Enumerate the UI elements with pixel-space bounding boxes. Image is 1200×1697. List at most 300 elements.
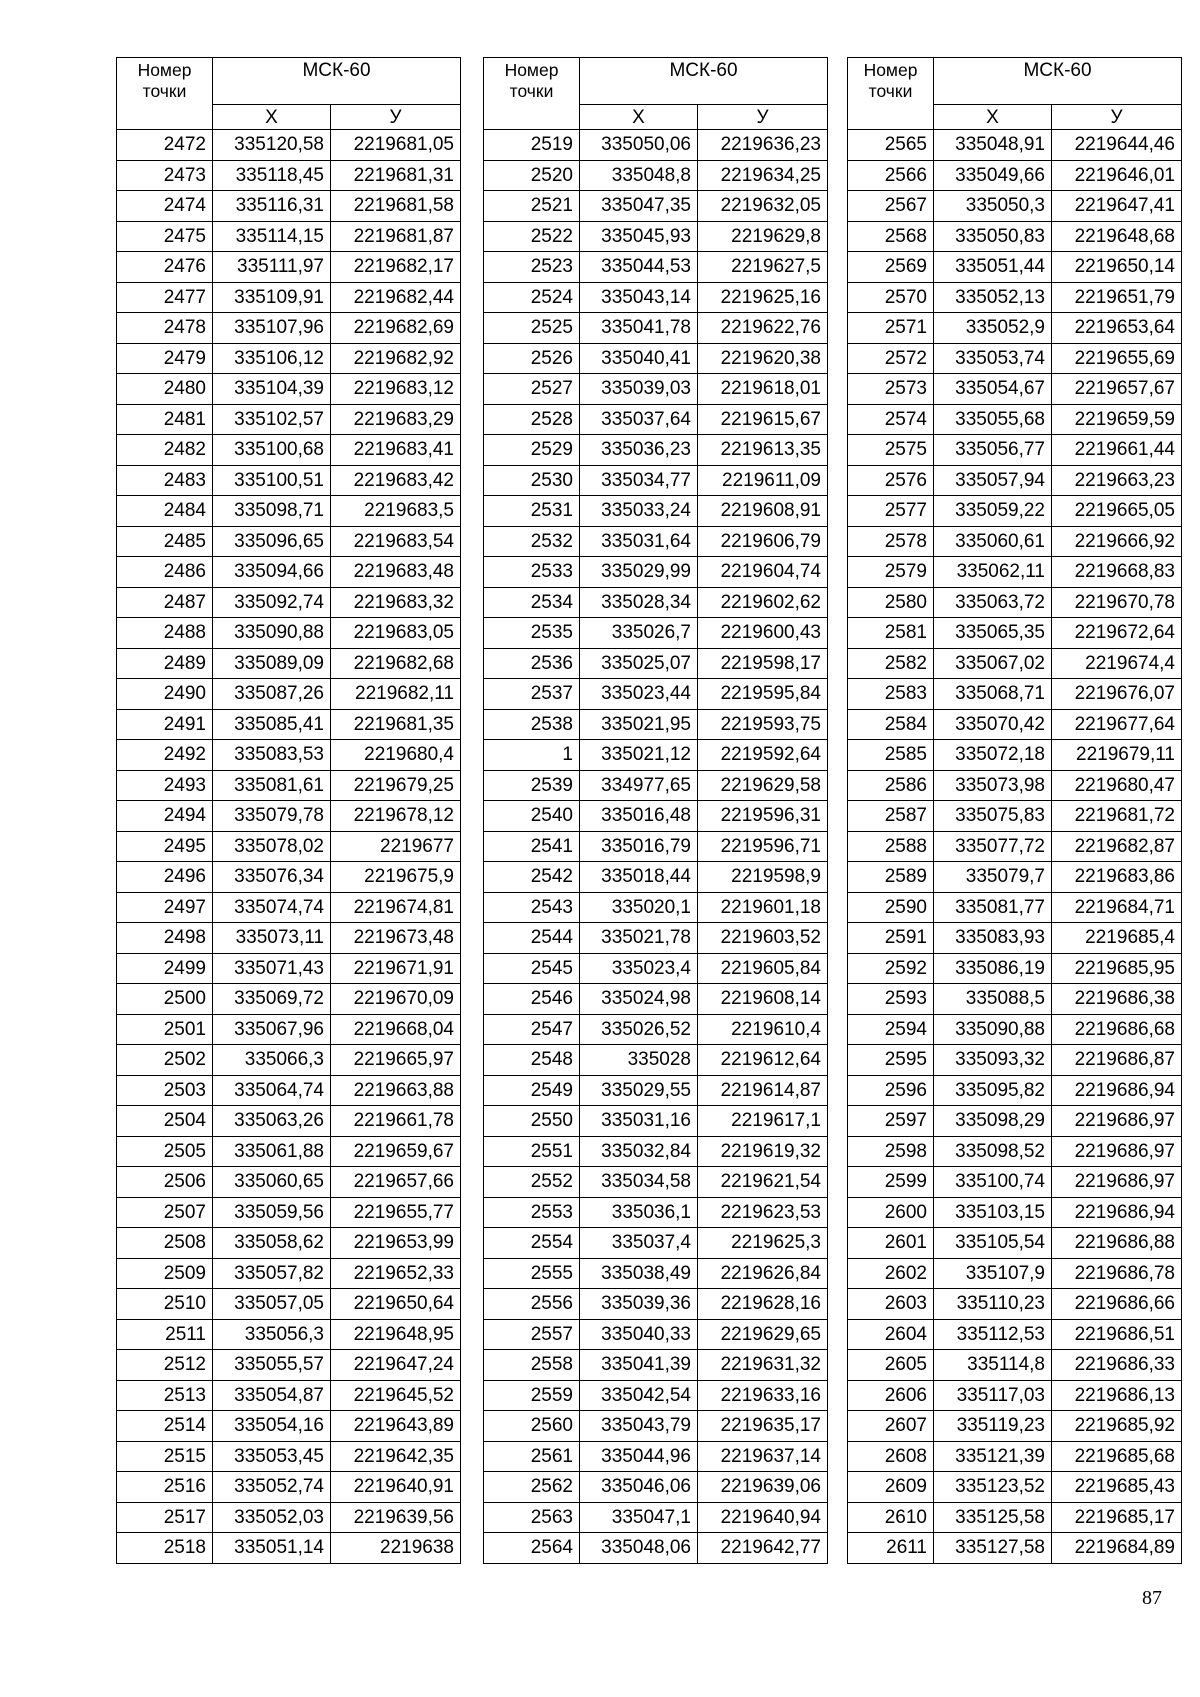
- x-coordinate-cell: 335090,88: [213, 618, 331, 649]
- point-number-cell: 2510: [117, 1289, 213, 1320]
- table-row: [848, 1136, 1182, 1167]
- y-coordinate-cell: 2219653,64: [1052, 313, 1182, 344]
- x-coordinate-cell: 335120,58: [213, 130, 331, 161]
- table-row: [117, 1441, 461, 1472]
- table-row: [117, 709, 461, 740]
- table-row: [484, 740, 828, 771]
- y-coordinate-cell: 2219647,41: [1052, 191, 1182, 222]
- y-coordinate-cell: 2219652,33: [331, 1258, 461, 1289]
- table-row: [848, 618, 1182, 649]
- y-coordinate-cell: 2219663,23: [1052, 465, 1182, 496]
- point-number-cell: 2518: [117, 1533, 213, 1564]
- point-number-cell: 2556: [484, 1289, 580, 1320]
- y-column-header: У: [331, 105, 461, 130]
- y-coordinate-cell: 2219634,25: [698, 160, 828, 191]
- point-number-cell: 2574: [848, 404, 934, 435]
- point-number-cell: 2544: [484, 923, 580, 954]
- y-coordinate-cell: 2219626,84: [698, 1258, 828, 1289]
- y-coordinate-cell: 2219680,47: [1052, 770, 1182, 801]
- table-row: [484, 221, 828, 252]
- point-number-cell: 2570: [848, 282, 934, 313]
- table-row: [117, 221, 461, 252]
- y-coordinate-cell: 2219675,9: [331, 862, 461, 893]
- y-coordinate-cell: 2219655,69: [1052, 343, 1182, 374]
- table-row: [848, 1106, 1182, 1137]
- point-number-cell: 2607: [848, 1411, 934, 1442]
- y-coordinate-cell: 2219686,87: [1052, 1045, 1182, 1076]
- point-number-cell: 2489: [117, 648, 213, 679]
- table-row: [848, 679, 1182, 710]
- y-coordinate-cell: 2219678,12: [331, 801, 461, 832]
- point-number-cell: 2496: [117, 862, 213, 893]
- table-row: [117, 465, 461, 496]
- point-number-cell: 2584: [848, 709, 934, 740]
- table-row: [117, 1533, 461, 1564]
- y-coordinate-cell: 2219676,07: [1052, 679, 1182, 710]
- table-row: [117, 160, 461, 191]
- table-row: [484, 1319, 828, 1350]
- table-row: [484, 984, 828, 1015]
- table-row: [117, 1045, 461, 1076]
- point-number-cell: 2594: [848, 1014, 934, 1045]
- point-number-cell: 2590: [848, 892, 934, 923]
- point-number-cell: 2476: [117, 252, 213, 283]
- y-coordinate-cell: 2219636,23: [698, 130, 828, 161]
- table-row: [848, 831, 1182, 862]
- table-row: [484, 404, 828, 435]
- point-number-cell: 2583: [848, 679, 934, 710]
- y-coordinate-cell: 2219643,89: [331, 1411, 461, 1442]
- y-coordinate-cell: 2219657,66: [331, 1167, 461, 1198]
- x-coordinate-cell: 335095,82: [934, 1075, 1052, 1106]
- point-number-cell: 2491: [117, 709, 213, 740]
- table-row: [848, 435, 1182, 466]
- x-coordinate-cell: 335093,32: [934, 1045, 1052, 1076]
- point-number-cell: 2537: [484, 679, 580, 710]
- point-number-cell: 2549: [484, 1075, 580, 1106]
- y-coordinate-cell: 2219619,32: [698, 1136, 828, 1167]
- point-number-cell: 2528: [484, 404, 580, 435]
- table-row: [484, 618, 828, 649]
- y-coordinate-cell: 2219681,31: [331, 160, 461, 191]
- point-number-cell: 2578: [848, 526, 934, 557]
- y-coordinate-cell: 2219661,44: [1052, 435, 1182, 466]
- point-number-cell: 2495: [117, 831, 213, 862]
- point-number-cell: 2522: [484, 221, 580, 252]
- table-row: [484, 1258, 828, 1289]
- table-row: [484, 160, 828, 191]
- point-number-cell: 2533: [484, 557, 580, 588]
- point-number-cell: 2569: [848, 252, 934, 283]
- y-coordinate-cell: 2219625,3: [698, 1228, 828, 1259]
- x-coordinate-cell: 335039,03: [580, 374, 698, 405]
- point-number-cell: 2587: [848, 801, 934, 832]
- x-coordinate-cell: 335031,64: [580, 526, 698, 557]
- table-row: [117, 1167, 461, 1198]
- x-coordinate-cell: 335042,54: [580, 1380, 698, 1411]
- x-coordinate-cell: 335106,12: [213, 343, 331, 374]
- table-row: [484, 252, 828, 283]
- point-number-cell: 2526: [484, 343, 580, 374]
- y-coordinate-cell: 2219686,94: [1052, 1197, 1182, 1228]
- x-coordinate-cell: 335055,68: [934, 404, 1052, 435]
- point-number-cell: 2492: [117, 740, 213, 771]
- x-column-header: Х: [934, 105, 1052, 130]
- y-coordinate-cell: 2219683,41: [331, 435, 461, 466]
- x-coordinate-cell: 335067,02: [934, 648, 1052, 679]
- x-coordinate-cell: 335048,06: [580, 1533, 698, 1564]
- x-coordinate-cell: 335079,7: [934, 862, 1052, 893]
- table-row: [848, 1533, 1182, 1564]
- y-coordinate-cell: 2219686,38: [1052, 984, 1182, 1015]
- table-row: [848, 343, 1182, 374]
- coordinate-system-header: МСК-60: [934, 58, 1182, 105]
- x-coordinate-cell: 335062,11: [934, 557, 1052, 588]
- x-coordinate-cell: 335020,1: [580, 892, 698, 923]
- y-coordinate-cell: 2219686,51: [1052, 1319, 1182, 1350]
- point-number-cell: 2490: [117, 679, 213, 710]
- x-coordinate-cell: 335021,78: [580, 923, 698, 954]
- table-row: [484, 862, 828, 893]
- table-row: [484, 892, 828, 923]
- y-coordinate-cell: 2219681,87: [331, 221, 461, 252]
- x-coordinate-cell: 335072,18: [934, 740, 1052, 771]
- table-row: [117, 618, 461, 649]
- table-row: [848, 221, 1182, 252]
- y-coordinate-cell: 2219605,84: [698, 953, 828, 984]
- table-row: [484, 953, 828, 984]
- point-number-cell: 2545: [484, 953, 580, 984]
- table-row: [117, 282, 461, 313]
- table-row: [117, 1014, 461, 1045]
- table-row: [117, 984, 461, 1015]
- x-coordinate-cell: 335077,72: [934, 831, 1052, 862]
- x-coordinate-cell: 335058,62: [213, 1228, 331, 1259]
- table-row: [117, 1228, 461, 1259]
- point-number-cell: 2532: [484, 526, 580, 557]
- x-coordinate-cell: 335100,74: [934, 1167, 1052, 1198]
- y-coordinate-cell: 2219606,79: [698, 526, 828, 557]
- x-coordinate-cell: 335057,94: [934, 465, 1052, 496]
- x-coordinate-cell: 335056,3: [213, 1319, 331, 1350]
- point-number-cell: 2548: [484, 1045, 580, 1076]
- y-coordinate-cell: 2219679,11: [1052, 740, 1182, 771]
- x-coordinate-cell: 335107,9: [934, 1258, 1052, 1289]
- y-coordinate-cell: 2219686,88: [1052, 1228, 1182, 1259]
- table-body: [484, 130, 828, 1564]
- y-coordinate-cell: 2219635,17: [698, 1411, 828, 1442]
- point-number-cell: 2610: [848, 1502, 934, 1533]
- point-number-cell: 2555: [484, 1258, 580, 1289]
- y-coordinate-cell: 2219682,92: [331, 343, 461, 374]
- point-number-cell: 2529: [484, 435, 580, 466]
- y-coordinate-cell: 2219665,97: [331, 1045, 461, 1076]
- table-row: [117, 953, 461, 984]
- point-number-cell: 2560: [484, 1411, 580, 1442]
- table-row: [484, 1533, 828, 1564]
- table-row: [848, 648, 1182, 679]
- table-row: [117, 770, 461, 801]
- point-number-cell: 2604: [848, 1319, 934, 1350]
- y-coordinate-cell: 2219666,92: [1052, 526, 1182, 557]
- x-coordinate-cell: 335112,53: [934, 1319, 1052, 1350]
- table-row: [848, 1167, 1182, 1198]
- point-number-cell: 2585: [848, 740, 934, 771]
- y-coordinate-cell: 2219596,71: [698, 831, 828, 862]
- table-row: [117, 1350, 461, 1381]
- table-row: [117, 1380, 461, 1411]
- table-row: [484, 313, 828, 344]
- point-number-cell: 2608: [848, 1441, 934, 1472]
- table-row: [848, 160, 1182, 191]
- point-number-cell: 2504: [117, 1106, 213, 1137]
- point-number-cell: 2541: [484, 831, 580, 862]
- x-coordinate-cell: 335110,23: [934, 1289, 1052, 1320]
- x-coordinate-cell: 335127,58: [934, 1533, 1052, 1564]
- y-column-header: У: [698, 105, 828, 130]
- y-coordinate-cell: 2219659,59: [1052, 404, 1182, 435]
- x-coordinate-cell: 335043,14: [580, 282, 698, 313]
- y-coordinate-cell: 2219642,77: [698, 1533, 828, 1564]
- y-coordinate-cell: 2219686,66: [1052, 1289, 1182, 1320]
- x-coordinate-cell: 335053,45: [213, 1441, 331, 1472]
- point-number-cell: 2479: [117, 343, 213, 374]
- table-row: [848, 526, 1182, 557]
- y-coordinate-cell: 2219661,78: [331, 1106, 461, 1137]
- y-coordinate-cell: 2219621,54: [698, 1167, 828, 1198]
- point-number-cell: 2586: [848, 770, 934, 801]
- point-number-cell: 2507: [117, 1197, 213, 1228]
- table-row: [117, 1289, 461, 1320]
- y-coordinate-cell: 2219686,97: [1052, 1106, 1182, 1137]
- x-coordinate-cell: 335098,52: [934, 1136, 1052, 1167]
- y-coordinate-cell: 2219686,68: [1052, 1014, 1182, 1045]
- x-coordinate-cell: 335050,83: [934, 221, 1052, 252]
- y-coordinate-cell: 2219644,46: [1052, 130, 1182, 161]
- point-number-cell: 2558: [484, 1350, 580, 1381]
- x-coordinate-cell: 335083,93: [934, 923, 1052, 954]
- x-coordinate-cell: 335068,71: [934, 679, 1052, 710]
- x-coordinate-cell: 335052,03: [213, 1502, 331, 1533]
- point-number-cell: 2482: [117, 435, 213, 466]
- y-coordinate-cell: 2219679,25: [331, 770, 461, 801]
- table-row: [484, 526, 828, 557]
- y-coordinate-cell: 2219650,14: [1052, 252, 1182, 283]
- table-row: [117, 526, 461, 557]
- point-number-cell: 2567: [848, 191, 934, 222]
- table-row: [848, 282, 1182, 313]
- point-number-cell: 2524: [484, 282, 580, 313]
- table-row: [117, 1075, 461, 1106]
- y-coordinate-cell: 2219683,42: [331, 465, 461, 496]
- point-number-cell: 2611: [848, 1533, 934, 1564]
- y-coordinate-cell: 2219639,06: [698, 1472, 828, 1503]
- table-row: [117, 557, 461, 588]
- x-coordinate-cell: 335057,05: [213, 1289, 331, 1320]
- table-row: [117, 374, 461, 405]
- point-number-cell: 2599: [848, 1167, 934, 1198]
- y-coordinate-cell: 2219683,48: [331, 557, 461, 588]
- table-row: [117, 1197, 461, 1228]
- table-body: [848, 130, 1182, 1564]
- x-coordinate-cell: 335026,7: [580, 618, 698, 649]
- point-number-cell: 2536: [484, 648, 580, 679]
- point-number-cell: 2520: [484, 160, 580, 191]
- table-body: [117, 130, 461, 1564]
- point-number-cell: 2550: [484, 1106, 580, 1137]
- table-row: [117, 587, 461, 618]
- y-coordinate-cell: 2219683,32: [331, 587, 461, 618]
- x-coordinate-cell: 335075,83: [934, 801, 1052, 832]
- table-row: [117, 1502, 461, 1533]
- table-row: [484, 1289, 828, 1320]
- table-row: [484, 770, 828, 801]
- x-coordinate-cell: 335089,09: [213, 648, 331, 679]
- point-number-cell: 2506: [117, 1167, 213, 1198]
- point-number-cell: 2483: [117, 465, 213, 496]
- y-coordinate-cell: 2219683,54: [331, 526, 461, 557]
- x-coordinate-cell: 335055,57: [213, 1350, 331, 1381]
- x-column-header: Х: [580, 105, 698, 130]
- y-coordinate-cell: 2219668,04: [331, 1014, 461, 1045]
- table-row: [848, 1472, 1182, 1503]
- x-coordinate-cell: 335107,96: [213, 313, 331, 344]
- point-number-cell: 2521: [484, 191, 580, 222]
- point-number-cell: 2593: [848, 984, 934, 1015]
- table-row: [117, 496, 461, 527]
- y-coordinate-cell: 2219642,35: [331, 1441, 461, 1472]
- y-coordinate-cell: 2219685,95: [1052, 953, 1182, 984]
- point-number-cell: 2530: [484, 465, 580, 496]
- x-coordinate-cell: 335048,91: [934, 130, 1052, 161]
- point-number-cell: 2546: [484, 984, 580, 1015]
- x-coordinate-cell: 335125,58: [934, 1502, 1052, 1533]
- y-coordinate-cell: 2219645,52: [331, 1380, 461, 1411]
- table-row: [484, 1350, 828, 1381]
- point-number-cell: 2477: [117, 282, 213, 313]
- x-coordinate-cell: 335039,36: [580, 1289, 698, 1320]
- point-number-cell: 2519: [484, 130, 580, 161]
- point-number-cell: 2498: [117, 923, 213, 954]
- y-coordinate-cell: 2219628,16: [698, 1289, 828, 1320]
- x-coordinate-cell: 335088,5: [934, 984, 1052, 1015]
- table-row: [848, 465, 1182, 496]
- table-row: [484, 1075, 828, 1106]
- table-row: [848, 1075, 1182, 1106]
- point-number-cell: 2597: [848, 1106, 934, 1137]
- point-number-cell: 2566: [848, 160, 934, 191]
- table-row: [848, 770, 1182, 801]
- x-coordinate-cell: 335103,15: [934, 1197, 1052, 1228]
- y-coordinate-cell: 2219683,86: [1052, 862, 1182, 893]
- y-coordinate-cell: 2219611,09: [698, 465, 828, 496]
- x-coordinate-cell: 335087,26: [213, 679, 331, 710]
- x-coordinate-cell: 334977,65: [580, 770, 698, 801]
- x-coordinate-cell: 335041,39: [580, 1350, 698, 1381]
- point-number-cell: 2486: [117, 557, 213, 588]
- table-row: [848, 1289, 1182, 1320]
- table-row: [484, 1197, 828, 1228]
- y-coordinate-cell: 2219684,71: [1052, 892, 1182, 923]
- point-number-cell: 2527: [484, 374, 580, 405]
- y-coordinate-cell: 2219650,64: [331, 1289, 461, 1320]
- x-coordinate-cell: 335056,77: [934, 435, 1052, 466]
- table-row: [484, 1106, 828, 1137]
- table-row: [484, 496, 828, 527]
- y-coordinate-cell: 2219608,14: [698, 984, 828, 1015]
- x-coordinate-cell: 335071,43: [213, 953, 331, 984]
- x-coordinate-cell: 335086,19: [934, 953, 1052, 984]
- x-coordinate-cell: 335025,07: [580, 648, 698, 679]
- y-coordinate-cell: 2219653,99: [331, 1228, 461, 1259]
- table-row: [848, 191, 1182, 222]
- x-coordinate-cell: 335032,84: [580, 1136, 698, 1167]
- page-number: 87: [1142, 1587, 1162, 1609]
- x-coordinate-cell: 335057,82: [213, 1258, 331, 1289]
- x-coordinate-cell: 335052,9: [934, 313, 1052, 344]
- y-coordinate-cell: 2219632,05: [698, 191, 828, 222]
- y-coordinate-cell: 2219593,75: [698, 709, 828, 740]
- x-coordinate-cell: 335060,65: [213, 1167, 331, 1198]
- x-coordinate-cell: 335117,03: [934, 1380, 1052, 1411]
- x-coordinate-cell: 335043,79: [580, 1411, 698, 1442]
- point-number-cell: 2562: [484, 1472, 580, 1503]
- table-row: [848, 1380, 1182, 1411]
- x-coordinate-cell: 335064,74: [213, 1075, 331, 1106]
- x-coordinate-cell: 335060,61: [934, 526, 1052, 557]
- x-coordinate-cell: 335073,98: [934, 770, 1052, 801]
- x-coordinate-cell: 335059,22: [934, 496, 1052, 527]
- x-coordinate-cell: 335085,41: [213, 709, 331, 740]
- x-coordinate-cell: 335016,79: [580, 831, 698, 862]
- y-coordinate-cell: 2219592,64: [698, 740, 828, 771]
- point-number-cell: 2596: [848, 1075, 934, 1106]
- point-number-header: Номер точки: [848, 58, 934, 130]
- y-coordinate-cell: 2219640,91: [331, 1472, 461, 1503]
- y-coordinate-cell: 2219596,31: [698, 801, 828, 832]
- x-coordinate-cell: 335047,1: [580, 1502, 698, 1533]
- x-coordinate-cell: 335049,66: [934, 160, 1052, 191]
- point-number-cell: 2481: [117, 404, 213, 435]
- x-coordinate-cell: 335098,71: [213, 496, 331, 527]
- point-number-cell: 2475: [117, 221, 213, 252]
- point-number-cell: 2509: [117, 1258, 213, 1289]
- y-coordinate-cell: 2219640,94: [698, 1502, 828, 1533]
- point-number-cell: 2493: [117, 770, 213, 801]
- table-row: [484, 1472, 828, 1503]
- y-coordinate-cell: 2219682,87: [1052, 831, 1182, 862]
- point-number-cell: 2497: [117, 892, 213, 923]
- y-coordinate-cell: 2219683,05: [331, 618, 461, 649]
- y-coordinate-cell: 2219686,97: [1052, 1167, 1182, 1198]
- x-coordinate-cell: 335018,44: [580, 862, 698, 893]
- point-number-cell: 2551: [484, 1136, 580, 1167]
- x-coordinate-cell: 335078,02: [213, 831, 331, 862]
- point-number-cell: 2589: [848, 862, 934, 893]
- table-row: [848, 374, 1182, 405]
- y-coordinate-cell: 2219681,35: [331, 709, 461, 740]
- y-coordinate-cell: 2219629,65: [698, 1319, 828, 1350]
- point-number-cell: 2472: [117, 130, 213, 161]
- point-number-cell: 2595: [848, 1045, 934, 1076]
- x-coordinate-cell: 335067,96: [213, 1014, 331, 1045]
- table-row: [117, 679, 461, 710]
- point-number-cell: 2581: [848, 618, 934, 649]
- x-coordinate-cell: 335040,33: [580, 1319, 698, 1350]
- point-number-cell: 2484: [117, 496, 213, 527]
- table-row: [484, 1502, 828, 1533]
- table-row: [484, 374, 828, 405]
